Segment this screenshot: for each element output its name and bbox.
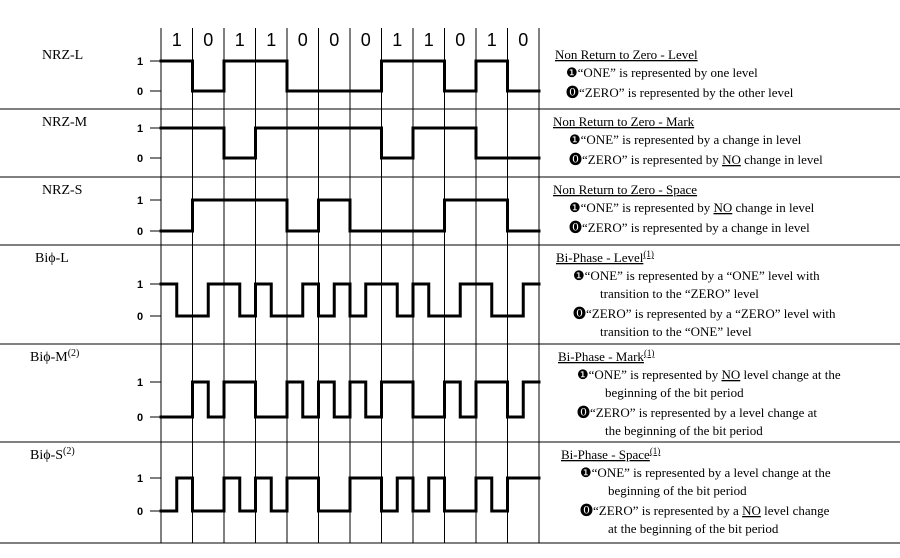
description-continuation: beginning of the bit period xyxy=(608,483,747,498)
encoding-name: NRZ-L xyxy=(42,48,84,63)
level-zero-label: 0 xyxy=(136,226,144,238)
level-one-label: 1 xyxy=(136,377,144,389)
waveform-biphase-s xyxy=(161,478,539,511)
description-line: ❶“ONE” is represented by a change in level xyxy=(569,132,802,147)
description-continuation: the beginning of the bit period xyxy=(605,423,763,438)
encoding-row-biphase-s xyxy=(30,446,831,536)
description-line: ⓿“ZERO” is represented by a “ZERO” level with xyxy=(573,306,836,321)
bit-label: 1 xyxy=(234,30,245,50)
bit-label: 0 xyxy=(518,30,529,50)
bit-label: 0 xyxy=(455,30,466,50)
waveform-biphase-m xyxy=(161,382,539,417)
encoding-title: Bi-Phase - Mark$^{(1)}$ xyxy=(558,348,655,364)
level-one-label: 1 xyxy=(136,473,144,485)
level-one-label: 1 xyxy=(136,123,144,135)
bit-label: 0 xyxy=(360,30,371,50)
description-line: ⓿“ZERO” is represented by NO change in level xyxy=(569,152,823,167)
level-zero-label: 0 xyxy=(136,153,144,165)
bit-label: 0 xyxy=(329,30,340,50)
bit-label: 1 xyxy=(486,30,497,50)
encoding-title: Non Return to Zero - Mark xyxy=(553,114,695,129)
level-zero-label: 0 xyxy=(136,412,144,424)
description-line: ❶“ONE” is represented by NO level change at the xyxy=(577,367,841,382)
encoding-name: Biϕ-$M^{(2)}$ xyxy=(30,348,80,365)
description-line: ⓿“ZERO” is represented by a level change at xyxy=(577,405,818,420)
encoding-name: Biϕ-$S^{(2)}$ xyxy=(30,446,75,463)
description-continuation: at the beginning of the bit period xyxy=(608,521,779,536)
encoding-rows xyxy=(30,47,841,536)
bit-label: 1 xyxy=(392,30,403,50)
level-one-label: 1 xyxy=(136,195,144,207)
bit-label: 1 xyxy=(266,30,277,50)
encoding-title: Bi-Phase - Space$^{(1)}$ xyxy=(561,446,661,462)
description-line: ❶“ONE” is represented by one level xyxy=(566,65,758,80)
encoding-name: NRZ-S xyxy=(42,183,83,198)
bit-label: 0 xyxy=(203,30,214,50)
level-zero-label: 0 xyxy=(136,86,144,98)
description-line: ⓿“ZERO” is represented by the other level xyxy=(566,85,794,100)
level-zero-label: 0 xyxy=(136,506,144,518)
encoding-row-nrz-m xyxy=(42,114,823,167)
level-one-label: 1 xyxy=(136,56,144,68)
level-zero-label: 0 xyxy=(136,311,144,323)
waveform-nrz-s xyxy=(161,200,539,231)
encoding-name: NRZ-M xyxy=(42,115,88,130)
level-one-label: 1 xyxy=(136,279,144,291)
description-line: ❶“ONE” is represented by a “ONE” level with xyxy=(573,268,820,283)
bit-label: 0 xyxy=(297,30,308,50)
encoding-title: Non Return to Zero - Level xyxy=(555,47,698,62)
encoding-row-biphase-l xyxy=(35,249,836,339)
description-continuation: beginning of the bit period xyxy=(605,385,744,400)
bit-label: 1 xyxy=(171,30,182,50)
encoding-title: Non Return to Zero - Space xyxy=(553,182,698,197)
description-line: ❶“ONE” is represented by NO change in level xyxy=(569,200,815,215)
description-continuation: transition to the “ZERO” level xyxy=(600,286,759,301)
encoding-row-nrz-s xyxy=(42,182,815,238)
encoding-row-biphase-m xyxy=(30,348,841,438)
description-line: ❶“ONE” is represented by a level change at the xyxy=(580,465,831,480)
description-line: ⓿“ZERO” is represented by a change in level xyxy=(569,220,810,235)
description-continuation: transition to the “ONE” level xyxy=(600,324,752,339)
encoding-row-nrz-l xyxy=(42,47,794,100)
bit-label: 1 xyxy=(423,30,434,50)
encoding-title: Bi-Phase - Level$^{(1)}$ xyxy=(556,249,654,265)
description-line: ⓿“ZERO” is represented by a NO level change xyxy=(580,503,830,518)
waveform-biphase-l xyxy=(161,284,539,316)
encoding-name: Biϕ-L xyxy=(35,251,69,266)
